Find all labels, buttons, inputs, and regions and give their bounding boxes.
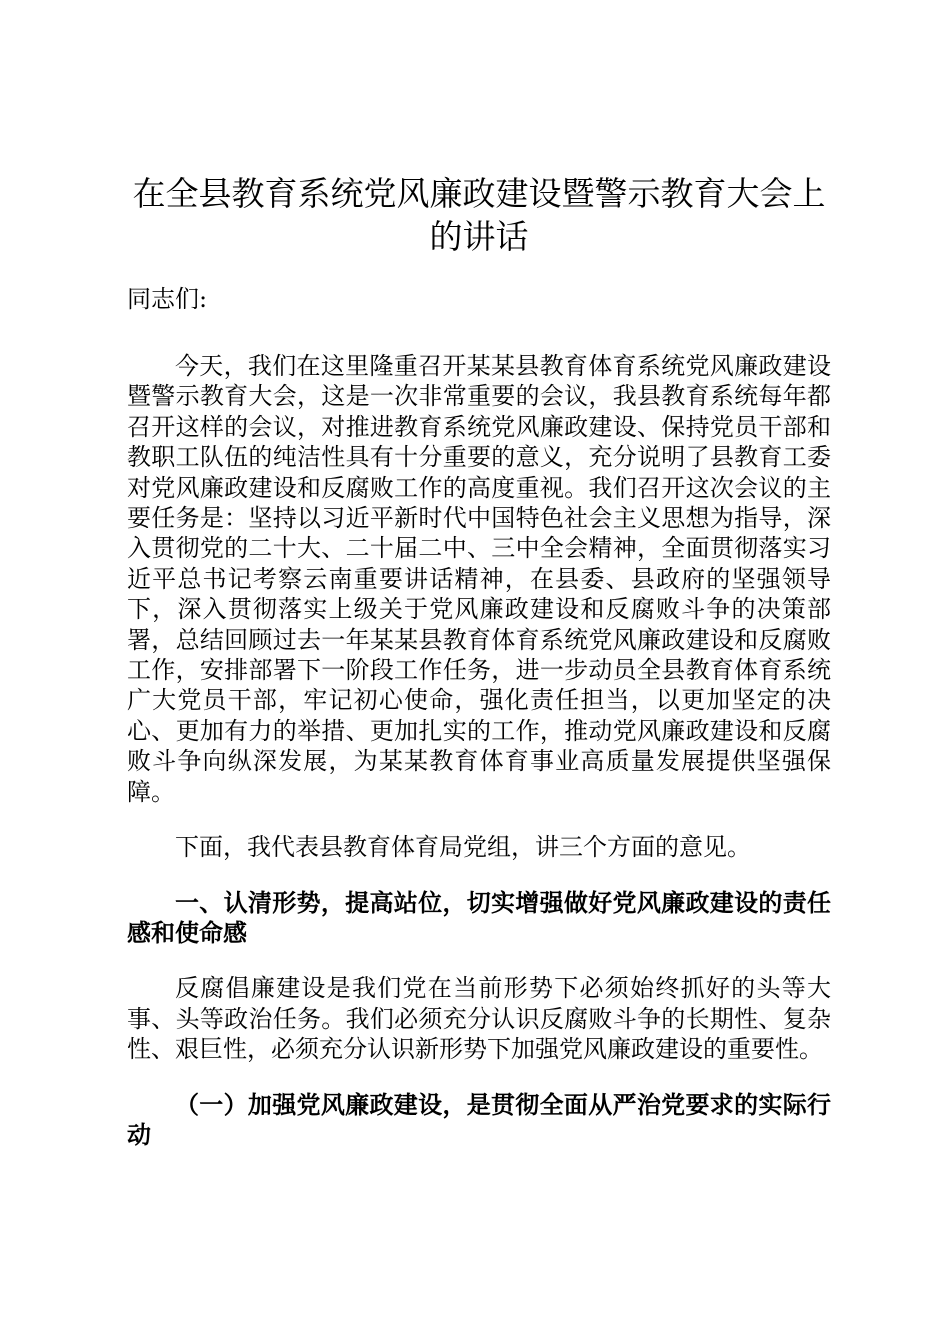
paragraph-opening: 今天，我们在这里隆重召开某某县教育体育系统党风廉政建设暨警示教育大会，这是一次非常重要的会议，我县教育系统每年都召开这样的会议，对推进教育系统党风廉政建设、保持党员干部和教职工队伍的纯洁性具有十分重要的意义，充分说明了县教育工委对党风廉政建设和反腐败工作的高度重视。我们召开这次会议的主要任务是：坚持以习近平新时代中国特色社会主义思想为指导，深入贯彻党的二十大、二十届二中、三中全会精神，全面贯彻落实习近平总书记考察云南重要讲话精神，在县委、县政府的坚强领导下，深入贯彻落实上级关于党风廉政建设和反腐败斗争的决策部署，总结回顾过去一年某某县教育体育系统党风廉政建设和反腐败工作，安排部署下一阶段工作任务，进一步动员全县教育体育系统广大党员干部，牢记初心使命，强化责任担当，以更加坚定的决心、更加有力的举措、更加扎实的工作，推动党风廉政建设和反腐败斗争向纵深发展，为某某教育体育事业高质量发展提供坚强保障。 xyxy=(127,352,831,806)
section-heading-1: 一、认清形势，提高站位，切实增强做好党风廉政建设的责任感和使命感 xyxy=(127,887,831,947)
paragraph-section-1: 反腐倡廉建设是我们党在当前形势下必须始终抓好的头等大事、头等政治任务。我们必须充分认识反腐败斗争的长期性、复杂性、艰巨性，必须充分认识新形势下加强党风廉政建设的重要性。 xyxy=(127,974,831,1064)
document-title: 在全县教育系统党风廉政建设暨警示教育大会上的讲话 xyxy=(132,174,826,256)
document-page xyxy=(127,0,831,1150)
salutation: 同志们: xyxy=(127,285,208,313)
subsection-heading-1: （一）加强党风廉政建设，是贯彻全面从严治党要求的实际行动 xyxy=(127,1089,831,1149)
paragraph-outline: 下面，我代表县教育体育局党组，讲三个方面的意见。 xyxy=(175,833,751,862)
